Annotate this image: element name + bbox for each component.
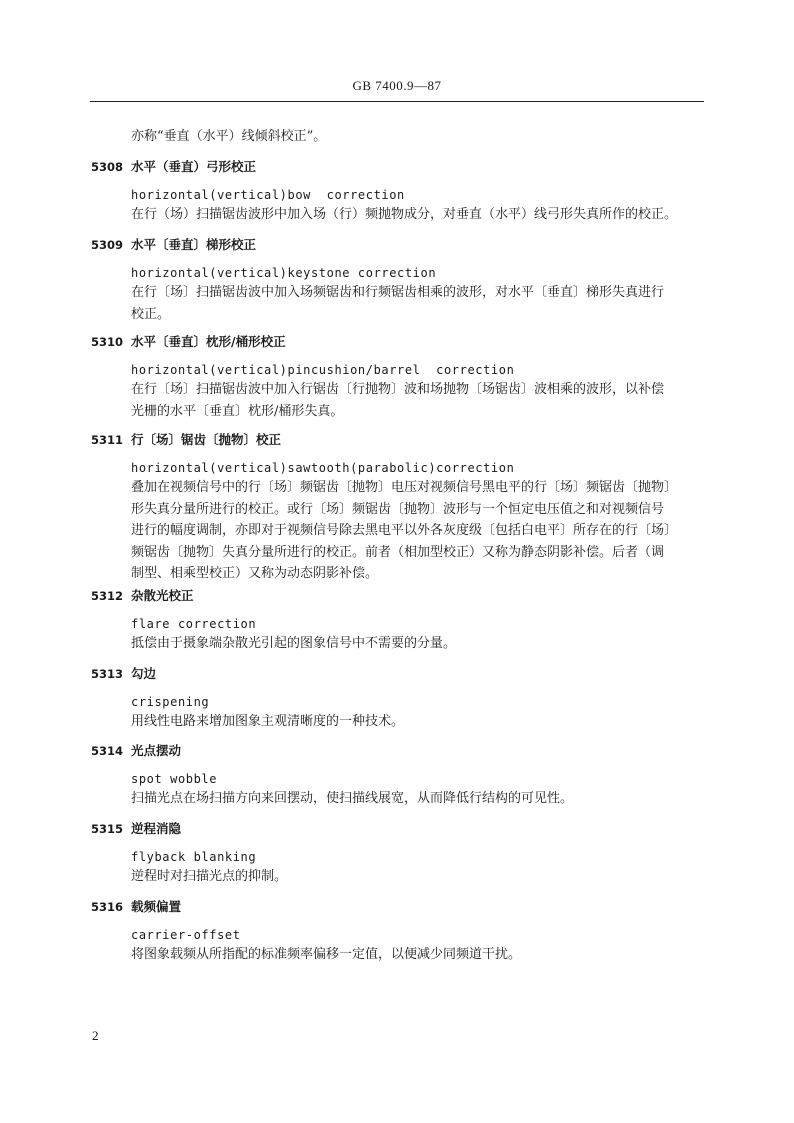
intro-text: 亦称“垂直（水平）线倾斜校正”。 xyxy=(131,129,327,144)
definition-line: 在行〔场〕扫描锯齿波中加入行锯齿〔行抛物〕波和场抛物〔场锯齿〕波相乘的波形，以补偿 xyxy=(131,382,665,397)
term-title: 水平〔垂直〕梯形校正 xyxy=(131,237,257,252)
term-definition xyxy=(131,204,711,226)
term-english: flyback blanking xyxy=(131,850,257,864)
term-definition xyxy=(131,788,711,810)
term-entry xyxy=(0,586,794,655)
term-english: horizontal(vertical)pincushion/barrel correction xyxy=(131,363,515,377)
term-english: crispening xyxy=(131,695,210,709)
term-english: spot wobble xyxy=(131,772,218,786)
term-english: horizontal(vertical)bow correction xyxy=(131,188,405,202)
term-number: 5315 xyxy=(91,822,124,836)
term-entry xyxy=(0,430,794,585)
term-number: 5313 xyxy=(91,667,124,681)
definition-line: 逆程时对扫描光点的抑制。 xyxy=(131,869,288,884)
term-number: 5316 xyxy=(91,900,124,914)
definition-line: 光栅的水平〔垂直〕枕形/桶形失真。 xyxy=(131,403,344,419)
term-title: 水平（垂直）弓形校正 xyxy=(131,159,257,174)
term-english: flare correction xyxy=(131,617,257,631)
definition-line: 校正。 xyxy=(131,306,171,322)
term-entry xyxy=(0,332,794,422)
definition-line: 抵偿由于摄象端杂散光引起的图象信号中不需要的分量。 xyxy=(131,636,457,651)
definition-line: 在行〔场〕扫描锯齿波中加入场频锯齿和行频锯齿相乘的波形，对水平〔垂直〕梯形失真进行 xyxy=(131,285,665,300)
term-number: 5308 xyxy=(91,160,124,174)
term-number: 5310 xyxy=(91,335,124,349)
term-definition xyxy=(131,477,711,585)
definition-line: 用线性电路来增加图象主观清晰度的一种技术。 xyxy=(131,714,405,729)
term-definition xyxy=(131,282,711,325)
definition-line: 频锯齿〔抛物〕失真分量所进行的校正。前者（相加型校正）又称为静态阴影补偿。后者（调 xyxy=(131,544,665,560)
term-title: 水平〔垂直〕枕形/桶形校正 xyxy=(131,334,286,349)
term-title: 杂散光校正 xyxy=(131,588,194,603)
term-definition xyxy=(131,633,711,655)
term-english: carrier-offset xyxy=(131,928,241,942)
term-number: 5311 xyxy=(91,433,124,447)
term-definition xyxy=(131,711,711,733)
term-entry xyxy=(0,741,794,810)
term-entry xyxy=(0,897,794,966)
term-title: 勾边 xyxy=(131,666,157,681)
term-definition xyxy=(131,866,711,888)
term-number: 5314 xyxy=(91,744,124,758)
term-entry xyxy=(0,664,794,733)
header-rule xyxy=(90,101,704,102)
term-english: horizontal(vertical)keystone correction xyxy=(131,266,437,280)
term-number: 5309 xyxy=(91,238,124,252)
definition-line: 扫描光点在场扫描方向来回摆动，使扫描线展宽，从而降低行结构的可见性。 xyxy=(131,791,574,806)
page-number: 2 xyxy=(92,1028,99,1043)
definition-line: 形失真分量所进行的校正。或行〔场〕频锯齿〔抛物〕波形与一个恒定电压值之和对视频信号 xyxy=(131,501,665,517)
term-entry xyxy=(0,819,794,888)
term-title: 行〔场〕锯齿〔抛物〕校正 xyxy=(131,432,282,447)
term-title: 载频偏置 xyxy=(131,899,182,914)
term-title: 逆程消隐 xyxy=(131,821,182,836)
term-title: 光点摆动 xyxy=(131,743,182,758)
definition-line: 将图象载频从所指配的标准频率偏移一定值，以便减少同频道干扰。 xyxy=(131,947,522,962)
term-entry xyxy=(0,157,794,226)
term-definition xyxy=(131,944,711,966)
term-number: 5312 xyxy=(91,589,124,603)
document-code: GB 7400.9—87 xyxy=(352,78,442,93)
definition-line: 进行的幅度调制，亦即对于视频信号除去黑电平以外各灰度级〔包括白电平〕所存在的行〔场〕 xyxy=(131,523,678,538)
term-entry xyxy=(0,235,794,325)
term-definition xyxy=(131,379,711,422)
term-english: horizontal(vertical)sawtooth(parabolic)correction xyxy=(131,461,515,475)
definition-line: 在行（场）扫描锯齿波形中加入场（行）频抛物成分，对垂直（水平）线弓形失真所作的校正。 xyxy=(131,207,678,222)
definition-line: 叠加在视频信号中的行〔场〕频锯齿〔抛物〕电压对视频信号黑电平的行〔场〕频锯齿〔抛物〕 xyxy=(131,480,678,495)
definition-line: 制型、相乘型校正）又称为动态阴影补偿。 xyxy=(131,566,379,581)
